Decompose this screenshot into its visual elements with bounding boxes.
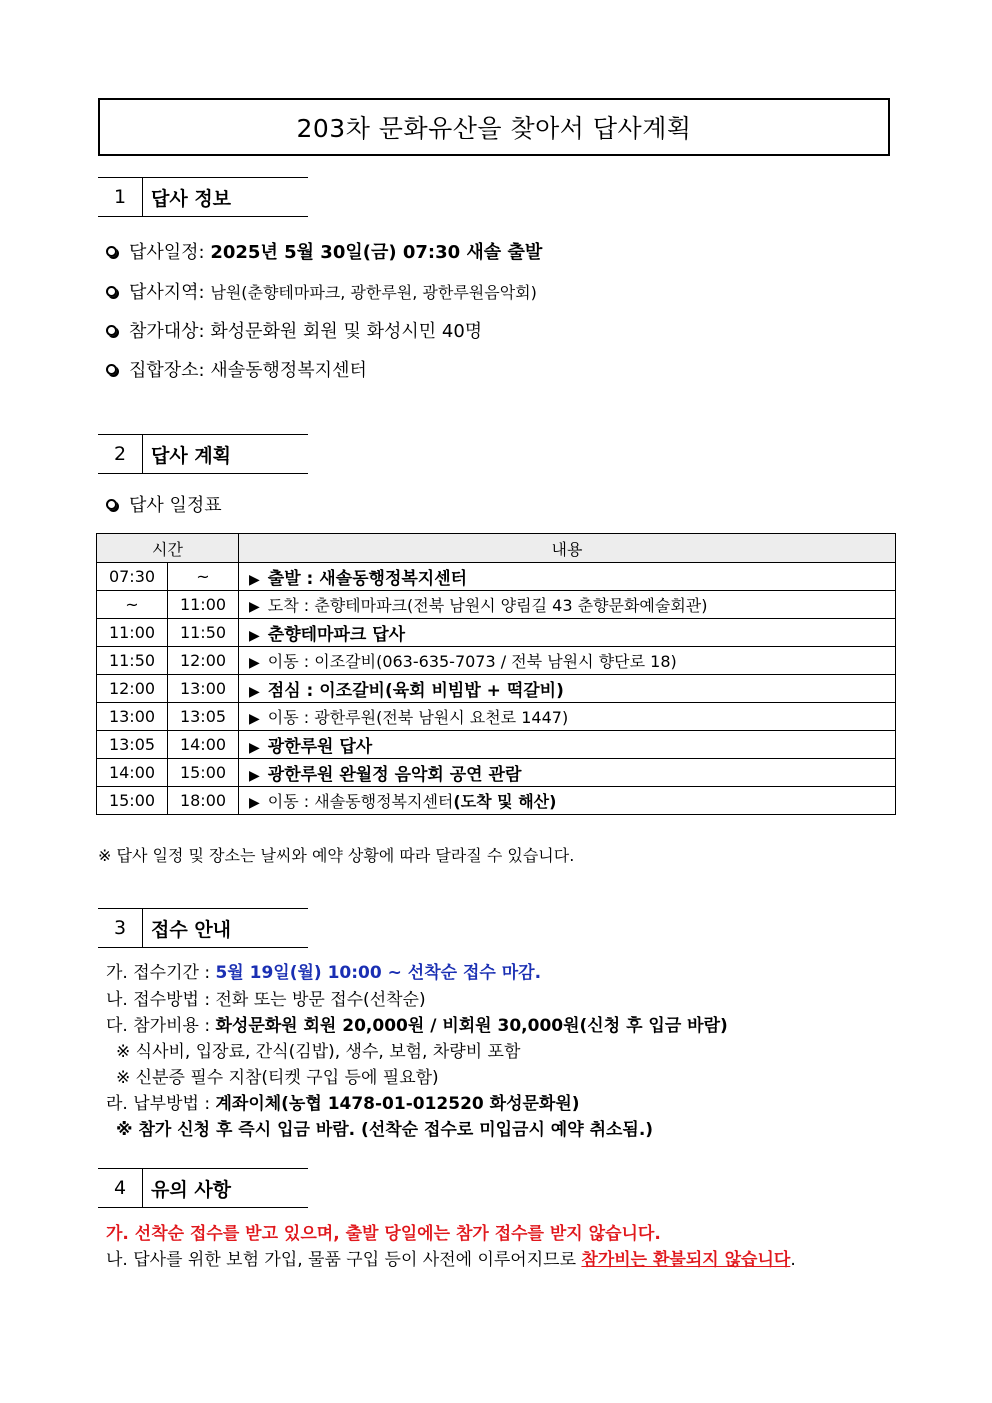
pay-note: ※ 참가 신청 후 즉시 입금 바람. (선착순 접수로 미입금시 예약 취소됨.) (116, 1120, 654, 1140)
row-start-time: 11:00 (97, 619, 168, 647)
row-end-time: 13:00 (168, 675, 239, 703)
row-content-text: 이동 : 이조갈비(063-635-7073 / 전북 남원시 향단로 18) (267, 652, 677, 671)
row-content (239, 647, 896, 675)
row-content (239, 787, 896, 815)
table-row (97, 787, 896, 815)
row-content (239, 703, 896, 731)
circle-bullet-icon (106, 364, 117, 375)
caution-1: 가. 선착순 접수를 받고 있으며, 출발 당일에는 참가 접수를 받지 않습니다. (106, 1224, 661, 1244)
row-content-text: 광한루원 완월정 음악회 공연 관람 (267, 765, 522, 785)
info-label: 답사지역: (129, 282, 205, 303)
row-start-time: 15:00 (97, 787, 168, 815)
plan-subtitle-text: 답사 일정표 (129, 495, 222, 516)
schedule-note: ※ 답사 일정 및 장소는 날씨와 예약 상황에 따라 달라질 수 있습니다. (98, 846, 575, 865)
row-content-text: 광한루원 답사 (267, 737, 373, 757)
info-value: 새솔동행정복지센터 (210, 360, 367, 381)
table-row (97, 591, 896, 619)
reception-value: 전화 또는 방문 접수(선착순) (215, 990, 426, 1010)
caution-2-suffix: . (790, 1250, 796, 1270)
reception-method (106, 985, 426, 1010)
table-row (97, 759, 896, 787)
triangle-right-icon: ▶ (249, 740, 260, 756)
plan-subtitle (106, 491, 222, 517)
triangle-right-icon: ▶ (249, 572, 260, 588)
triangle-right-icon: ▶ (249, 711, 260, 727)
circle-bullet-icon (106, 325, 117, 336)
reception-label: 가. 접수기간 : (106, 963, 211, 983)
row-content-text: 춘향테마파크 답사 (267, 625, 406, 645)
triangle-right-icon: ▶ (249, 768, 260, 784)
row-start-time: 11:50 (97, 647, 168, 675)
section-4-header (98, 1168, 308, 1208)
circle-bullet-icon (106, 246, 117, 257)
header-time: 시간 (97, 534, 239, 563)
table-row (97, 619, 896, 647)
info-value: 2025년 5월 30일(금) 07:30 새솔 출발 (210, 242, 543, 263)
row-content-text: 이동 : 광한루원(전북 남원시 요천로 1447) (267, 708, 569, 727)
schedule-table (96, 533, 896, 815)
table-row (97, 675, 896, 703)
section-number: 3 (98, 909, 143, 947)
info-schedule (106, 238, 542, 264)
info-label: 참가대상: (129, 321, 205, 342)
row-content (239, 759, 896, 787)
row-content-tail: (도착 및 해산) (453, 792, 557, 811)
row-end-time: 12:00 (168, 647, 239, 675)
section-3-header (98, 908, 308, 948)
reception-value: 5월 19일(월) 10:00 ~ 선착순 접수 마감. (215, 963, 542, 983)
reception-label: 나. 접수방법 : (106, 990, 211, 1010)
section-1-header (98, 177, 308, 217)
row-content (239, 619, 896, 647)
reception-period (106, 958, 541, 983)
row-content (239, 675, 896, 703)
section-label: 답사 계획 (151, 444, 232, 467)
row-end-time: 18:00 (168, 787, 239, 815)
row-content-text: 출발 : 새솔동행정복지센터 (267, 569, 468, 589)
fee-note-2: ※ 신분증 필수 지참(티켓 구입 등에 필요함) (116, 1068, 439, 1088)
document-title: 203차 문화유산을 찾아서 답사계획 (98, 98, 890, 156)
row-start-time: 14:00 (97, 759, 168, 787)
table-row (97, 731, 896, 759)
row-end-time: 13:05 (168, 703, 239, 731)
info-label: 답사일정: (129, 242, 205, 263)
section-label: 유의 사항 (151, 1178, 232, 1201)
info-target (106, 317, 482, 343)
info-label: 집합장소: (129, 360, 205, 381)
triangle-right-icon: ▶ (249, 628, 260, 644)
row-content (239, 591, 896, 619)
reception-value: 계좌이체(농협 1478-01-012520 화성문화원) (215, 1094, 580, 1114)
section-label: 답사 정보 (151, 187, 232, 210)
row-content (239, 731, 896, 759)
row-start-time: 13:00 (97, 703, 168, 731)
section-2-header (98, 434, 308, 474)
info-value: 화성문화원 회원 및 화성시민 40명 (210, 321, 483, 342)
row-content-text: 점심 : 이조갈비(육회 비빔밥 + 떡갈비) (267, 681, 564, 701)
caution-2-prefix: 나. 답사를 위한 보험 가입, 물품 구입 등이 사전에 이루어지므로 (106, 1250, 582, 1270)
row-content (239, 563, 896, 591)
row-start-time: ~ (97, 591, 168, 619)
triangle-right-icon: ▶ (249, 795, 260, 811)
info-place (106, 356, 367, 382)
table-row (97, 647, 896, 675)
row-start-time: 07:30 (97, 563, 168, 591)
row-content-text: 도착 : 춘향테마파크(전북 남원시 양림길 43 춘향문화예술회관) (267, 596, 708, 615)
row-end-time: ~ (168, 563, 239, 591)
section-number: 1 (98, 178, 143, 216)
reception-value: 화성문화원 회원 20,000원 / 비회원 30,000원(신청 후 입금 바람) (215, 1016, 728, 1036)
triangle-right-icon: ▶ (249, 684, 260, 700)
row-start-time: 12:00 (97, 675, 168, 703)
fee-note-1: ※ 식사비, 입장료, 간식(김밥), 생수, 보험, 차량비 포함 (116, 1042, 521, 1062)
triangle-right-icon: ▶ (249, 599, 260, 615)
table-row (97, 703, 896, 731)
row-end-time: 14:00 (168, 731, 239, 759)
header-content: 내용 (239, 534, 896, 563)
section-number: 2 (98, 435, 143, 473)
reception-fee (106, 1011, 728, 1036)
reception-label: 라. 납부방법 : (106, 1094, 211, 1114)
circle-bullet-icon (106, 499, 117, 510)
row-content-text: 이동 : 새솔동행정복지센터 (267, 792, 454, 811)
reception-pay (106, 1089, 580, 1114)
section-label: 접수 안내 (151, 918, 232, 941)
triangle-right-icon: ▶ (249, 655, 260, 671)
row-end-time: 15:00 (168, 759, 239, 787)
row-end-time: 11:00 (168, 591, 239, 619)
table-header-row (97, 534, 896, 563)
row-end-time: 11:50 (168, 619, 239, 647)
reception-label: 다. 참가비용 : (106, 1016, 211, 1036)
caution-2-emphasis: 참가비는 환불되지 않습니다 (581, 1250, 791, 1270)
section-number: 4 (98, 1169, 143, 1207)
info-region (106, 278, 537, 304)
info-value: 남원(춘향테마파크, 광한루원, 광한루원음악회) (210, 282, 537, 302)
caution-2 (106, 1245, 796, 1270)
row-start-time: 13:05 (97, 731, 168, 759)
circle-bullet-icon (106, 286, 117, 297)
table-row (97, 563, 896, 591)
